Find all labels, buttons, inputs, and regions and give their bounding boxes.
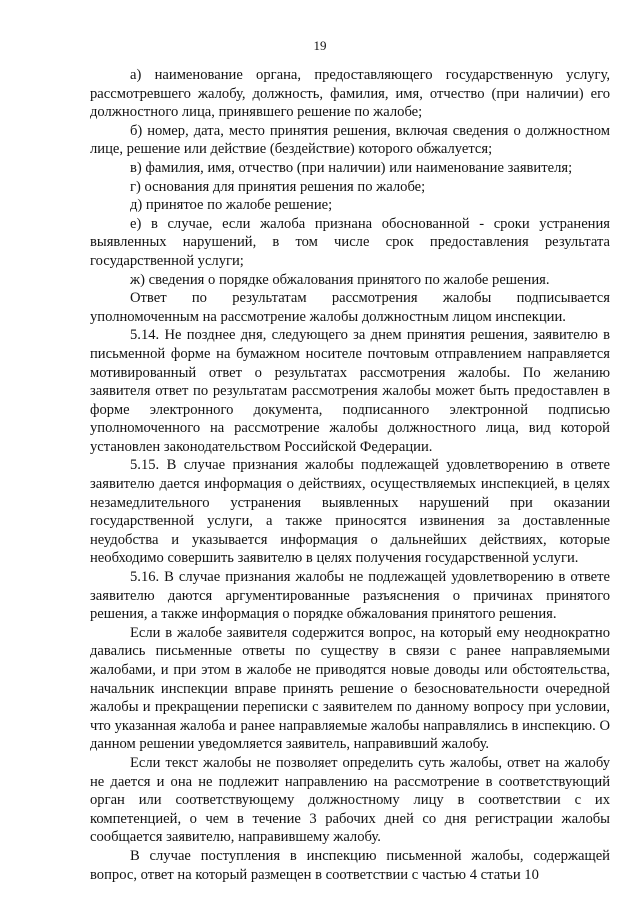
paragraph-a: а) наименование органа, предоставляющего государственную услугу, рассмотревшего жалобу, должность, фамилия, имя, отчество (при наличии) его должностного лица, принявшего решение по жалобе; — [90, 67, 610, 121]
paragraph-unclear-text: Если текст жалобы не позволяет определить суть жалобы, ответ на жалобу не дается и она не подлежит направлению на рассмотрение в соответствующий орган или соответствующему должностному лицу в соответствии с их компетенцией, о чем в течение 3 рабочих дней со дня регистрации жалобы сообщается заявителю, направившему жалобу. — [90, 754, 610, 846]
paragraph-zh: ж) сведения о порядке обжалования принятого по жалобе решения. — [130, 271, 550, 288]
paragraph-5-16: 5.16. В случае признания жалобы не подлежащей удовлетворению в ответе заявителю даются аргументированные разъяснения о причинах принятого решения, а также информация о порядке обжалования принятого решения. — [90, 569, 610, 623]
paragraph-repeated-complaints: Если в жалобе заявителя содержится вопрос, на который ему неоднократно давались письменные ответы по существу в связи с ранее направляемыми жалобами, и при этом в жалобе не приводятся новые доводы или обстоятельства, начальник инспекции вправе принять решение о безосновательности очередной жалобы и прекращении переписки с заявителем по данному вопросу при условии, что указанная жалоба и ранее направляемые жалобы направлялись в инспекцию. О данном решении уведомляется заявитель, направивший жалобу. — [90, 624, 610, 753]
paragraph-answer-signing: Ответ по результатам рассмотрения жалобы подписывается уполномоченным на рассмотрение жалобы должностным лицом инспекции. — [90, 290, 610, 325]
paragraph-b: б) номер, дата, место принятия решения, включая сведения о должностном лице, решение или действие (бездействие) которого обжалуется; — [90, 122, 610, 158]
page-number: 19 — [313, 38, 327, 53]
document-body — [90, 66, 610, 884]
paragraph-published-answer: В случае поступления в инспекцию письменной жалобы, содержащей вопрос, ответ на который размещен в соответствии с частью 4 статьи 10 — [90, 847, 610, 883]
paragraph-d: д) принятое по жалобе решение; — [130, 197, 333, 214]
paragraph-g: г) основания для принятия решения по жалобе; — [130, 178, 426, 195]
paragraph-e: е) в случае, если жалоба признана обоснованной - сроки устранения выявленных нарушений, в том числе срок предоставления результата государственной услуги; — [90, 215, 610, 269]
paragraph-5-15: 5.15. В случае признания жалобы подлежащей удовлетворению в ответе заявителю дается информация о действиях, осуществляемых инспекцией, в целях незамедлительного устранения выявленных нарушений при оказании государственной услуги, а также приносятся извинения за доставленные неудобства и указывается информация о дальнейших действиях, которые необходимо совершить заявителю в целях получения государственной услуги. — [90, 457, 610, 567]
paragraph-v: в) фамилия, имя, отчество (при наличии) или наименование заявителя; — [130, 159, 573, 176]
paragraph-5-14: 5.14. Не позднее дня, следующего за днем принятия решения, заявителю в письменной форме на бумажном носителе почтовым отправлением направляется мотивированный ответ о результатах рассмотрения жалобы. По желанию заявителя ответ по результатам рассмотрения жалобы может быть предоставлен в форме электронного документа, подписанного электронной подписью уполномоченного на рассмотрение жалобы должностного лица, вид которой установлен законодательством Российской Федерации. — [90, 327, 610, 455]
